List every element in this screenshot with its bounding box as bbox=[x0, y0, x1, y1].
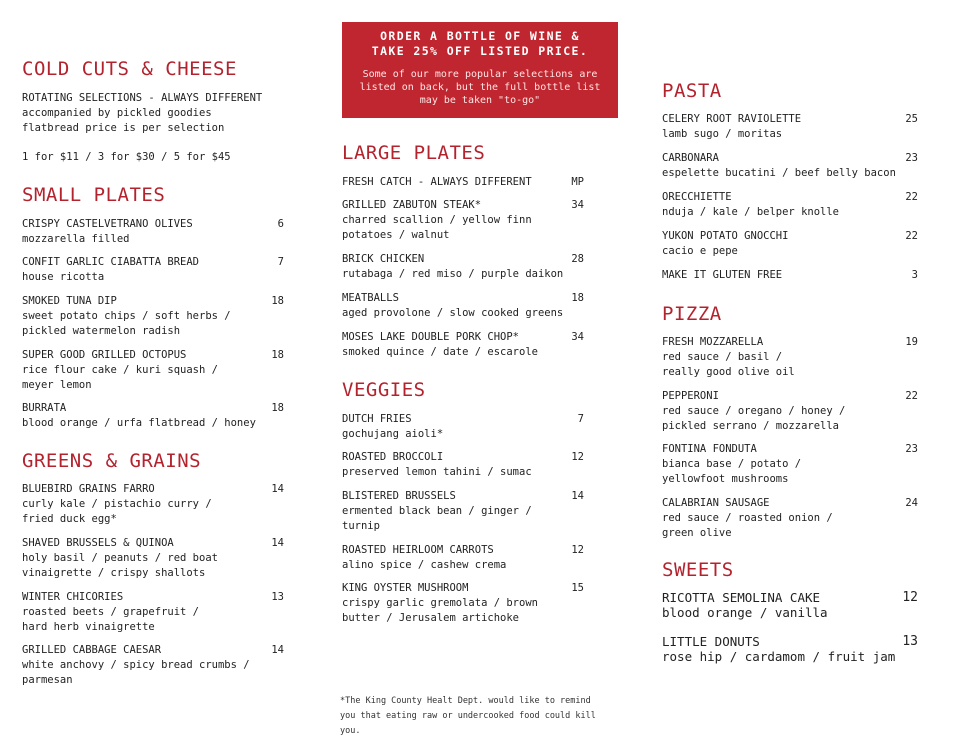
menu-item bbox=[22, 590, 284, 635]
section-title-cold-cuts: COLD CUTS & CHEESE bbox=[22, 58, 237, 80]
item-name: FRESH MOZZARELLA bbox=[662, 336, 764, 348]
item-price: 25 bbox=[905, 113, 918, 125]
item-name: YUKON POTATO GNOCCHI bbox=[662, 230, 789, 242]
cold-cuts-line: accompanied by pickled goodies bbox=[22, 107, 212, 119]
item-description: gochujang aioli* bbox=[342, 428, 444, 440]
item-price: 18 bbox=[571, 292, 584, 304]
item-price: 18 bbox=[271, 402, 284, 414]
item-price: 6 bbox=[277, 218, 284, 230]
item-description: ermented black bean / ginger / turnip bbox=[342, 505, 532, 532]
item-price: 23 bbox=[905, 152, 918, 164]
item-name: BURRATA bbox=[22, 402, 67, 414]
menu-item bbox=[662, 389, 918, 434]
item-price: 14 bbox=[571, 490, 584, 502]
promo-headline: TAKE 25% OFF LISTED PRICE. bbox=[371, 44, 589, 58]
menu-item bbox=[662, 590, 918, 620]
item-description: bianca base / potato / yellowfoot mushrooms bbox=[662, 458, 802, 485]
item-name: FRESH CATCH - ALWAYS DIFFERENT bbox=[342, 176, 532, 188]
item-price: MP bbox=[571, 176, 584, 188]
menu-item bbox=[22, 643, 284, 688]
item-price: 12 bbox=[571, 544, 584, 556]
item-description: roasted beets / grapefruit / hard herb vinaigrette bbox=[22, 606, 200, 633]
menu-item bbox=[662, 268, 918, 283]
item-description: red sauce / basil / really good olive oil bbox=[662, 351, 795, 378]
item-name: BRICK CHICKEN bbox=[342, 253, 425, 265]
item-price: 28 bbox=[571, 253, 584, 265]
item-description: white anchovy / spicy bread crumbs / parmesan bbox=[22, 659, 250, 686]
item-description: preserved lemon tahini / sumac bbox=[342, 466, 532, 478]
item-name: RICOTTA SEMOLINA CAKE bbox=[662, 590, 821, 605]
item-description: charred scallion / yellow finn potatoes / walnut bbox=[342, 214, 532, 241]
item-price: 34 bbox=[571, 331, 584, 343]
menu-item bbox=[662, 335, 918, 380]
menu-item bbox=[662, 151, 918, 181]
menu-item bbox=[342, 252, 584, 282]
menu-item bbox=[342, 450, 584, 480]
item-name: ROASTED BROCCOLI bbox=[342, 451, 444, 463]
menu-item bbox=[342, 198, 584, 243]
item-price: 3 bbox=[911, 269, 918, 281]
section-title-greens-grains: GREENS & GRAINS bbox=[22, 450, 202, 472]
item-description: red sauce / oregano / honey / pickled serrano / mozzarella bbox=[662, 405, 846, 432]
item-name: MEATBALLS bbox=[342, 292, 399, 304]
item-price: 15 bbox=[571, 582, 584, 594]
menu-item bbox=[22, 294, 284, 339]
item-name: SUPER GOOD GRILLED OCTOPUS bbox=[22, 349, 187, 361]
item-name: SMOKED TUNA DIP bbox=[22, 295, 117, 307]
menu-item bbox=[22, 348, 284, 393]
item-description: alino spice / cashew crema bbox=[342, 559, 507, 571]
item-price: 22 bbox=[905, 230, 918, 242]
item-name: MOSES LAKE DOUBLE PORK CHOP* bbox=[342, 331, 520, 343]
item-price: 23 bbox=[905, 443, 918, 455]
menu-item bbox=[662, 496, 918, 541]
promo-text: Some of our more popular selections are listed on back, but the full bottle list may be taken "to-go" bbox=[359, 69, 601, 106]
cold-cuts-intro bbox=[22, 91, 284, 136]
item-description: sweet potato chips / soft herbs / pickled watermelon radish bbox=[22, 310, 231, 337]
item-price: 13 bbox=[902, 634, 918, 649]
item-name: LITTLE DONUTS bbox=[662, 634, 760, 649]
menu-item bbox=[342, 543, 584, 573]
menu-item bbox=[22, 217, 284, 247]
item-name: CALABRIAN SAUSAGE bbox=[662, 497, 770, 509]
item-price: 13 bbox=[271, 591, 284, 603]
item-name: KING OYSTER MUSHROOM bbox=[342, 582, 469, 594]
promo-headline: ORDER A BOTTLE OF WINE & bbox=[380, 29, 580, 43]
menu-item bbox=[662, 190, 918, 220]
item-price: 12 bbox=[902, 590, 918, 605]
menu-item bbox=[662, 229, 918, 259]
item-description: red sauce / roasted onion / green olive bbox=[662, 512, 833, 539]
menu-item bbox=[662, 112, 918, 142]
item-price: 24 bbox=[905, 497, 918, 509]
menu-item bbox=[662, 442, 918, 487]
item-description: mozzarella filled bbox=[22, 233, 130, 245]
item-description: lamb sugo / moritas bbox=[662, 128, 783, 140]
item-description: nduja / kale / belper knolle bbox=[662, 206, 840, 218]
item-name: GRILLED CABBAGE CAESAR bbox=[22, 644, 162, 656]
item-description: cacio e pepe bbox=[662, 245, 738, 257]
item-price: 14 bbox=[271, 483, 284, 495]
wine-promo-banner bbox=[342, 22, 618, 118]
item-price: 18 bbox=[271, 349, 284, 361]
item-description: holy basil / peanuts / red boat vinaigrette / crispy shallots bbox=[22, 552, 218, 579]
menu-item bbox=[342, 489, 584, 534]
item-name: CELERY ROOT RAVIOLETTE bbox=[662, 113, 802, 125]
item-name: CONFIT GARLIC CIABATTA BREAD bbox=[22, 256, 200, 268]
item-description: espelette bucatini / beef belly bacon bbox=[662, 167, 896, 179]
menu-item bbox=[22, 536, 284, 581]
item-price: 22 bbox=[905, 390, 918, 402]
menu-item bbox=[342, 581, 584, 626]
item-description: rutabaga / red miso / purple daikon bbox=[342, 268, 564, 280]
item-description: smoked quince / date / escarole bbox=[342, 346, 538, 358]
item-price: 19 bbox=[905, 336, 918, 348]
section-title-small-plates: SMALL PLATES bbox=[22, 184, 166, 206]
item-description: rice flour cake / kuri squash / meyer lemon bbox=[22, 364, 218, 391]
menu-item bbox=[662, 634, 918, 664]
item-description: curly kale / pistachio curry / fried duck egg* bbox=[22, 498, 212, 525]
item-description: blood orange / urfa flatbread / honey bbox=[22, 417, 256, 429]
menu-item bbox=[342, 291, 584, 321]
menu-item bbox=[342, 175, 584, 190]
cold-cuts-pricing: 1 for $11 / 3 for $30 / 5 for $45 bbox=[22, 151, 231, 163]
item-name: BLISTERED BRUSSELS bbox=[342, 490, 456, 502]
menu-item bbox=[22, 482, 284, 527]
item-name: MAKE IT GLUTEN FREE bbox=[662, 269, 783, 281]
item-description: house ricotta bbox=[22, 271, 105, 283]
section-title-large-plates: LARGE PLATES bbox=[342, 142, 486, 164]
menu-item bbox=[342, 412, 584, 442]
item-description: rose hip / cardamom / fruit jam bbox=[662, 649, 896, 664]
item-price: 7 bbox=[277, 256, 284, 268]
section-title-pasta: PASTA bbox=[662, 80, 722, 102]
item-price: 12 bbox=[571, 451, 584, 463]
item-description: blood orange / vanilla bbox=[662, 605, 828, 620]
cold-cuts-line: flatbread price is per selection bbox=[22, 122, 225, 134]
item-name: PEPPERONI bbox=[662, 390, 719, 402]
menu-item bbox=[342, 330, 584, 360]
health-footnote: *The King County Healt Dept. would like to remind you that eating raw or undercooked food could kill you. bbox=[340, 696, 596, 736]
item-price: 34 bbox=[571, 199, 584, 211]
item-name: ORECCHIETTE bbox=[662, 191, 732, 203]
item-description: crispy garlic gremolata / brown butter / Jerusalem artichoke bbox=[342, 597, 538, 624]
item-name: SHAVED BRUSSELS & QUINOA bbox=[22, 537, 174, 549]
item-price: 14 bbox=[271, 537, 284, 549]
item-price: 18 bbox=[271, 295, 284, 307]
menu-item bbox=[22, 255, 284, 285]
item-name: FONTINA FONDUTA bbox=[662, 443, 757, 455]
item-name: CARBONARA bbox=[662, 152, 719, 164]
section-title-sweets: SWEETS bbox=[662, 559, 734, 581]
item-name: BLUEBIRD GRAINS FARRO bbox=[22, 483, 155, 495]
item-price: 14 bbox=[271, 644, 284, 656]
item-name: DUTCH FRIES bbox=[342, 413, 412, 425]
section-title-pizza: PIZZA bbox=[662, 303, 722, 325]
item-name: WINTER CHICORIES bbox=[22, 591, 124, 603]
item-price: 7 bbox=[577, 413, 584, 425]
cold-cuts-line: ROTATING SELECTIONS - ALWAYS DIFFERENT bbox=[22, 92, 263, 104]
section-title-veggies: VEGGIES bbox=[342, 379, 426, 401]
item-name: GRILLED ZABUTON STEAK* bbox=[342, 199, 482, 211]
item-price: 22 bbox=[905, 191, 918, 203]
menu-item bbox=[22, 401, 284, 431]
item-description: aged provolone / slow cooked greens bbox=[342, 307, 564, 319]
item-name: ROASTED HEIRLOOM CARROTS bbox=[342, 544, 494, 556]
item-name: CRISPY CASTELVETRANO OLIVES bbox=[22, 218, 193, 230]
